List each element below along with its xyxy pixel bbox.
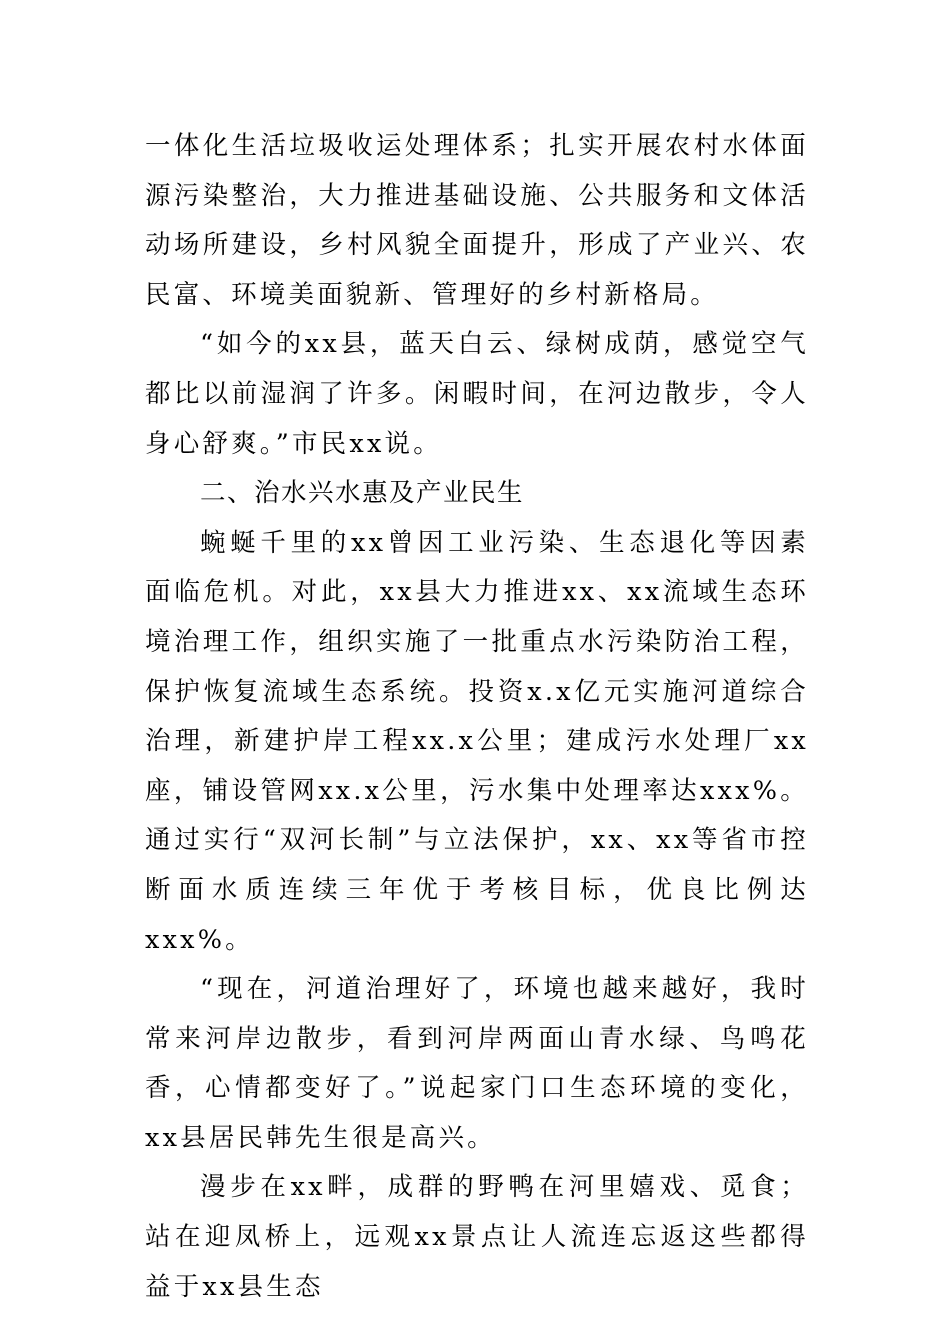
paragraph-citizen-quote: “如今的xx县，蓝天白云、绿树成荫，感觉空气都比以前湿润了许多。闲暇时间，在河边散步，令人身心舒爽。”市民xx说。 bbox=[145, 329, 809, 459]
section-heading: 二、治水兴水惠及产业民生 bbox=[200, 478, 525, 509]
paragraph-resident-quote: “现在，河道治理好了，环境也越来越好，我时常来河岸边散步，看到河岸两面山青水绿、鸟鸣花香，心情都变好了。”说起家门口生态环境的变化，xx县居民韩先生很是高兴。 bbox=[145, 974, 809, 1153]
paragraph-village-environment: 一体化生活垃圾收运处理体系；扎实开展农村水体面源污染整治，大力推进基础设施、公共服务和文体活动场所建设，乡村风貌全面提升，形成了产业兴、农民富、环境美面貌新、管理好的乡村新格局。 bbox=[145, 131, 809, 310]
document-page bbox=[145, 122, 809, 1312]
paragraph-river-governance: 蜿蜒千里的xx曾因工业污染、生态退化等因素面临危机。对此，xx县大力推进xx、xx流域生态环境治理工作，组织实施了一批重点水污染防治工程，保护恢复流域生态系统。投资x.x亿元实施河道综合治理，新建护岸工程xx.x公里；建成污水处理厂xx座，铺设管网xx.x公里，污水集中处理率达xxx%。通过实行“双河长制”与立法保护，xx、xx等省市控断面水质连续三年优于考核目标，优良比例达xxx%。 bbox=[145, 527, 809, 955]
paragraph-riverside-scene: 漫步在xx畔，成群的野鸭在河里嬉戏、觅食；站在迎凤桥上，远观xx景点让人流连忘返这些都得益于xx县生态 bbox=[145, 1172, 809, 1302]
